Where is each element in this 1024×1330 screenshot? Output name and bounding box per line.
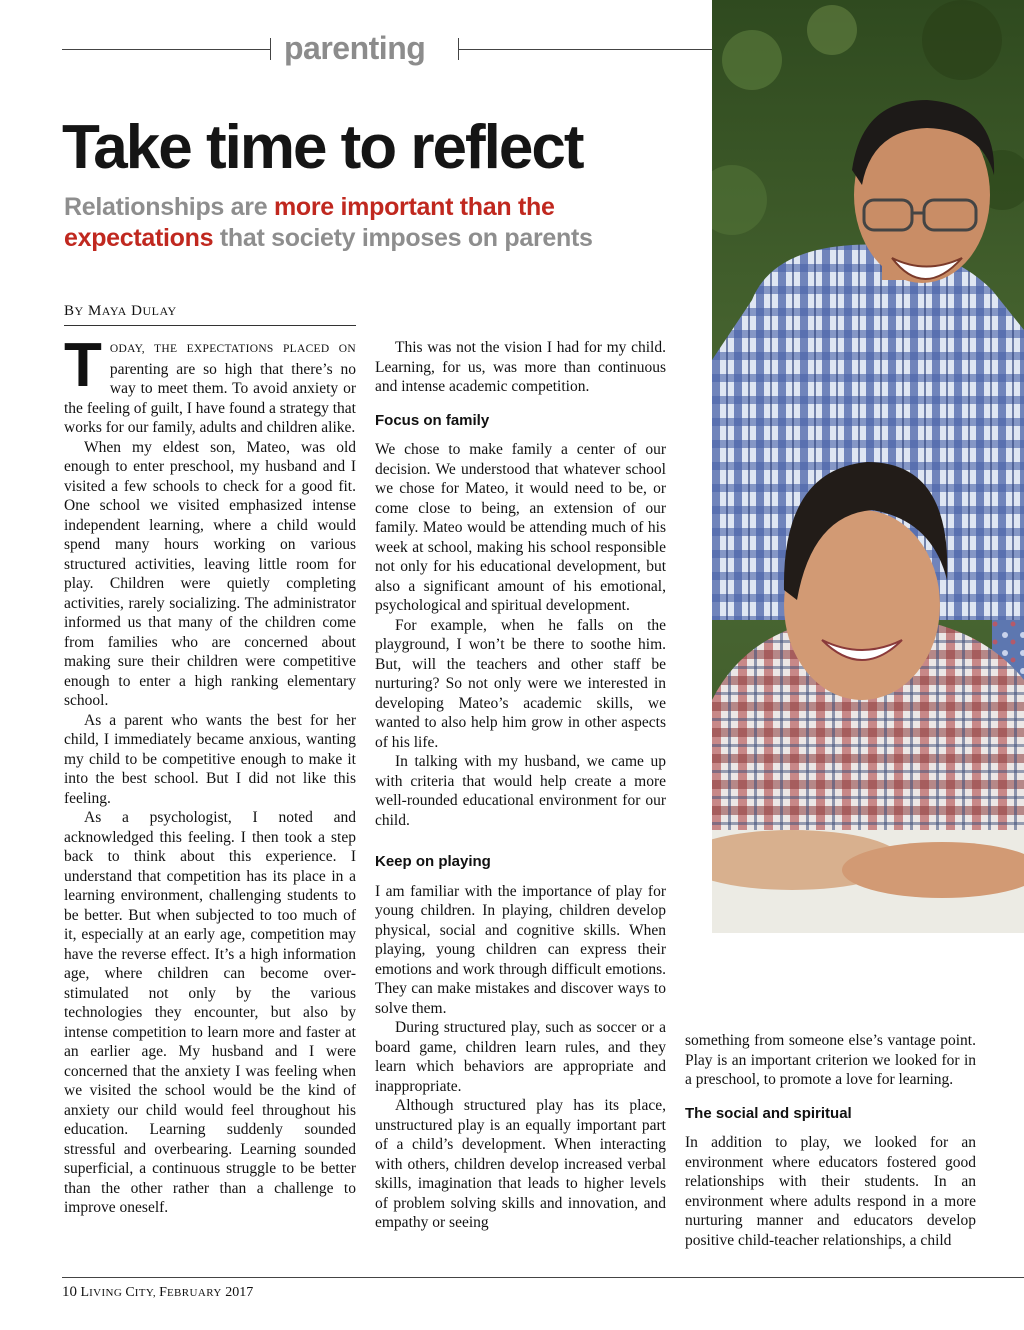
paragraph: This was not the vision I had for my child. Learning, for us, was more than continuous and intense academic competition.	[375, 339, 666, 395]
headline: Take time to reflect	[62, 113, 583, 182]
drop-cap: T	[64, 331, 102, 400]
paragraph: something from someone else’s vantage point. Play is an important criterion we looked for in a preschool, to promote a love for learning.	[685, 1032, 976, 1088]
subhead-social-and-spiritual: The social and spiritual	[685, 1104, 852, 1122]
footer-mag-rest: IVING	[89, 1287, 126, 1299]
page-footer	[62, 1277, 1024, 1301]
byline	[64, 303, 356, 326]
footer-month-initial: F	[159, 1285, 167, 1300]
section-label: parenting	[284, 30, 426, 66]
footer-year: 2017	[221, 1285, 254, 1300]
byline-by-rest: Y	[74, 304, 84, 318]
paragraph: For example, when he falls on the playground, I won’t be there to soothe him. But, will the teachers and other staff be nurturing? So not only were we interested in developing Mateo’s academic skills, we wanted to also help him grow in other aspects of his life.	[375, 616, 666, 751]
paragraph: When my eldest son, Mateo, was old enough to enter preschool, my husband and I visited a few schools to check for a good fit. One school we visited emphasized intense independent learning, where a child would spend many hours working on various structured activities, leaving little room for play. Children were quietly completing activities, rarely socializing. The administrator informed us that many of the children come from families who are concerned about making sure their children were competitive enough to enter a high ranking elementary school.	[64, 438, 356, 709]
footer-city-rest: ITY,	[134, 1287, 160, 1299]
paragraph: I am familiar with the importance of play for young children. In playing, children develop physical, social and cognitive skills. When playing, young children can express their emotions and work through difficult emotions. They can make mistakes and discover ways to solve them.	[375, 882, 666, 1017]
section-tick-left	[270, 38, 271, 60]
article-column-3	[685, 1031, 976, 1250]
article-column-2	[375, 338, 666, 1233]
section-rule-left	[62, 49, 270, 50]
paragraph: During structured play, such as soccer or a board game, children learn rules, and they learn which behaviors are appropriate and inappropriate.	[375, 1019, 666, 1095]
lead-caps: ODAY, THE EXPECTATIONS PLACED ON	[109, 343, 356, 355]
deck-part-1: Relationships are	[64, 193, 274, 221]
deck-part-3: that society imposes on parents	[213, 224, 593, 252]
byline-first-initial: M	[87, 303, 102, 319]
deck-highlight: more important than the expectations	[64, 193, 555, 252]
deck	[64, 192, 704, 254]
paragraph: As a parent who wants the best for her child, I immediately became anxious, wanting my child to be competitive enough to make it into the best school. But I did not like this feeling.	[64, 711, 356, 807]
byline-first-rest: AYA	[101, 304, 127, 318]
paragraph: Although structured play has its place, unstructured play is an equally important part of a child’s development. When interacting with others, children develop increased verbal skills, imagination that leads to higher levels of problem solving skills and innovation, and empathy or seeing	[375, 1097, 666, 1231]
byline-last-rest: ULAY	[142, 304, 177, 318]
paragraph: In talking with my husband, we came up with criteria that would help create a more well-rounded educational environment for our child.	[375, 753, 666, 829]
family-photo-illustration	[712, 0, 1024, 933]
byline-last-initial: D	[131, 303, 143, 319]
footer-month-rest: EBRUARY	[166, 1287, 222, 1299]
footer-publication	[81, 1285, 254, 1300]
lead-text: parenting are so high that there’s no way to meet them. To avoid anxiety or the feeling of guilt, I have found a strategy that works for our family, adults and children alike.	[64, 360, 356, 436]
footer-mag-initial: L	[80, 1285, 90, 1300]
subhead-focus-on-family: Focus on family	[375, 411, 490, 429]
article-column-1	[64, 331, 356, 1218]
footer-city-initial: C	[125, 1285, 135, 1300]
subhead-keep-on-playing: Keep on playing	[375, 853, 491, 870]
family-photo	[712, 0, 1024, 933]
section-rule-right	[458, 49, 712, 50]
section-header	[62, 28, 712, 72]
paragraph: We chose to make family a center of our decision. We understood that whatever school we chose for Mateo, it would need to be, or come close to being, an extension of our family. Mateo would be attending much of his week at school, making his school responsible not only for his educational development, but also a significant amount of his emotional, psychological and spiritual development.	[375, 441, 666, 614]
byline-by-initial: B	[64, 303, 75, 319]
paragraph: In addition to play, we looked for an environment where educators fostered good relationships with their students. In an environment where adults respond in a more nurturing manner and educators develop positive child-teacher relationships, a child	[685, 1134, 976, 1249]
lead-paragraph	[64, 331, 356, 438]
paragraph: As a psychologist, I noted and acknowledged this feeling. I then took a step back to think about this experience. I understand that competition has its place in a learning environment, challenging students to be better. But when subjected to too much of it, especially at an early age, competition may have the reverse effect. It’s a high information age, where children can become over-stimulated not only by the various technologies they encounter, but also by intense competition to learn more and faster at an earlier age. My husband and I were concerned that the anxiety I was feeling when we visited the school would be the kind of anxiety our child would feel throughout his education. Learning suddenly sounded stressful and overbearing. Learning sounded superficial, a continuous struggle to be better than the other rather than a challenge to improve oneself.	[64, 809, 356, 1216]
page-number: 10	[62, 1284, 77, 1300]
